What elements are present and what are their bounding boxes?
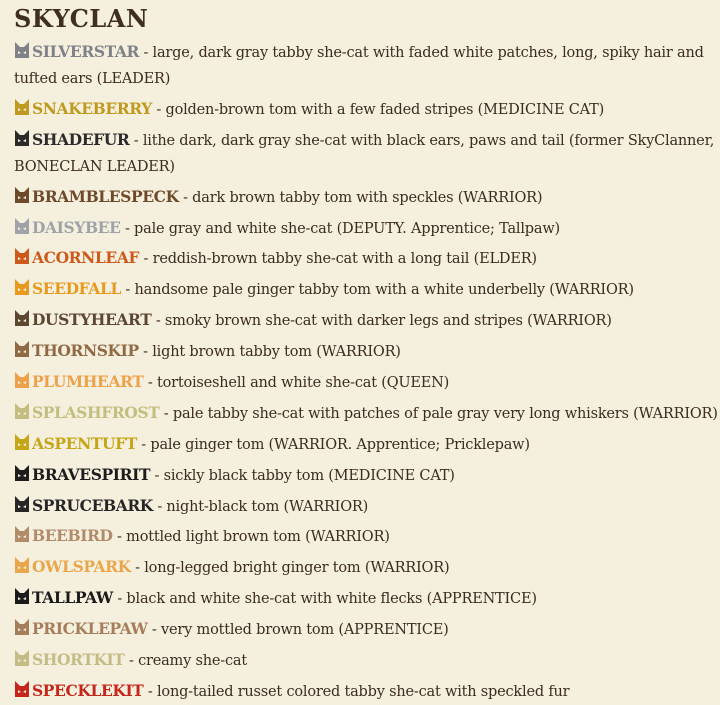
cat-head-icon: [14, 248, 30, 264]
cat-name: SPLASHFROST: [32, 402, 160, 422]
cat-name: ACORNLEAF: [32, 248, 140, 268]
cat-description: - very mottled brown tom (APPRENTICE): [151, 622, 449, 639]
cat-name: TALLPAW: [32, 588, 113, 608]
cat-list: [14, 39, 720, 705]
cat-name: THORNSKIP: [32, 341, 139, 361]
cat-head-icon: [14, 557, 30, 573]
cat-head-icon: [14, 218, 30, 234]
cat-head-icon: [14, 526, 30, 542]
cat-name: SILVERSTAR: [32, 42, 140, 61]
cat-name: BRAMBLESPECK: [32, 186, 179, 206]
cat-description: - night-black tom (WARRIOR): [157, 498, 369, 515]
list-item: [14, 647, 720, 674]
list-item: [14, 276, 720, 303]
list-item: [14, 39, 720, 92]
cat-name: SPECKLEKIT: [32, 680, 144, 700]
cat-head-icon: [14, 279, 30, 295]
cat-description: - dark brown tabby tom with speckles (WARRIOR): [183, 189, 543, 206]
cat-name: BRAVESPIRIT: [32, 464, 151, 484]
list-item: [14, 215, 720, 242]
list-item: [14, 431, 720, 458]
cat-head-icon: [14, 372, 30, 388]
list-item: [14, 369, 720, 396]
cat-description: - lithe dark, dark gray she-cat with black ears, paws and tail (former SkyClanner, BONECLAN LEADER): [14, 132, 715, 175]
cat-head-icon: [14, 187, 30, 203]
cat-description: - reddish-brown tabby she-cat with a long tail (ELDER): [143, 251, 537, 268]
cat-head-icon: [14, 341, 30, 357]
cat-head-icon: [14, 465, 30, 481]
cat-description: - pale ginger tom (WARRIOR. Apprentice; Pricklepaw): [141, 436, 530, 453]
list-item: [14, 96, 720, 123]
cat-head-icon: [14, 130, 30, 146]
list-item: [14, 400, 720, 427]
list-item: [14, 585, 720, 612]
cat-description: - creamy she-cat: [128, 653, 247, 670]
cat-description: - pale tabby she-cat with patches of pale gray very long whiskers (WARRIOR): [163, 405, 718, 422]
cat-description: - handsome pale ginger tabby tom with a white underbelly (WARRIOR): [125, 282, 634, 299]
list-item: [14, 523, 720, 550]
cat-description: - sickly black tabby tom (MEDICINE CAT): [154, 467, 455, 484]
cat-name: SNAKEBERRY: [32, 98, 152, 118]
cat-description: - black and white she-cat with white flecks (APPRENTICE): [117, 591, 537, 608]
list-item: [14, 245, 720, 272]
cat-name: SHADEFUR: [32, 129, 130, 149]
list-item: [14, 678, 720, 705]
cat-head-icon: [14, 496, 30, 512]
cat-name: OWLSPARK: [32, 557, 131, 577]
cat-description: - large, dark gray tabby she-cat with faded white patches, long, spiky hair and tufted ears (LEADER): [14, 45, 704, 87]
cat-name: DAISYBEE: [32, 217, 121, 237]
list-item: [14, 462, 720, 489]
list-item: [14, 338, 720, 365]
cat-name: ASPENTUFT: [32, 433, 137, 453]
list-item: [14, 127, 720, 180]
cat-description: - tortoiseshell and white she-cat (QUEEN): [147, 375, 450, 392]
cat-head-icon: [14, 42, 30, 58]
cat-head-icon: [14, 588, 30, 604]
cat-description: - golden-brown tom with a few faded stripes (MEDICINE CAT): [156, 101, 605, 118]
cat-head-icon: [14, 310, 30, 326]
list-item: [14, 307, 720, 334]
cat-description: - smoky brown she-cat with darker legs and stripes (WARRIOR): [155, 313, 612, 330]
cat-name: PRICKLEPAW: [32, 619, 148, 639]
list-item: [14, 493, 720, 520]
cat-head-icon: [14, 681, 30, 697]
cat-name: SEEDFALL: [32, 279, 121, 299]
cat-name: DUSTYHEART: [32, 310, 152, 330]
cat-description: - long-tailed russet colored tabby she-cat with speckled fur: [147, 683, 570, 700]
page-title: SKYCLAN: [14, 4, 149, 33]
cat-name: BEEBIRD: [32, 526, 113, 546]
list-item: [14, 616, 720, 643]
cat-head-icon: [14, 619, 30, 635]
cat-head-icon: [14, 434, 30, 450]
cat-head-icon: [14, 403, 30, 419]
list-item: [14, 184, 720, 211]
cat-name: PLUMHEART: [32, 372, 144, 392]
cat-description: - pale gray and white she-cat (DEPUTY. Apprentice; Tallpaw): [124, 220, 560, 237]
list-item: [14, 554, 720, 581]
cat-description: - light brown tabby tom (WARRIOR): [143, 344, 401, 361]
cat-description: - long-legged bright ginger tom (WARRIOR): [135, 560, 450, 577]
cat-description: - mottled light brown tom (WARRIOR): [117, 529, 390, 546]
cat-name: SPRUCEBARK: [32, 495, 153, 515]
cat-head-icon: [14, 99, 30, 115]
cat-head-icon: [14, 650, 30, 666]
cat-name: SHORTKIT: [32, 650, 125, 670]
